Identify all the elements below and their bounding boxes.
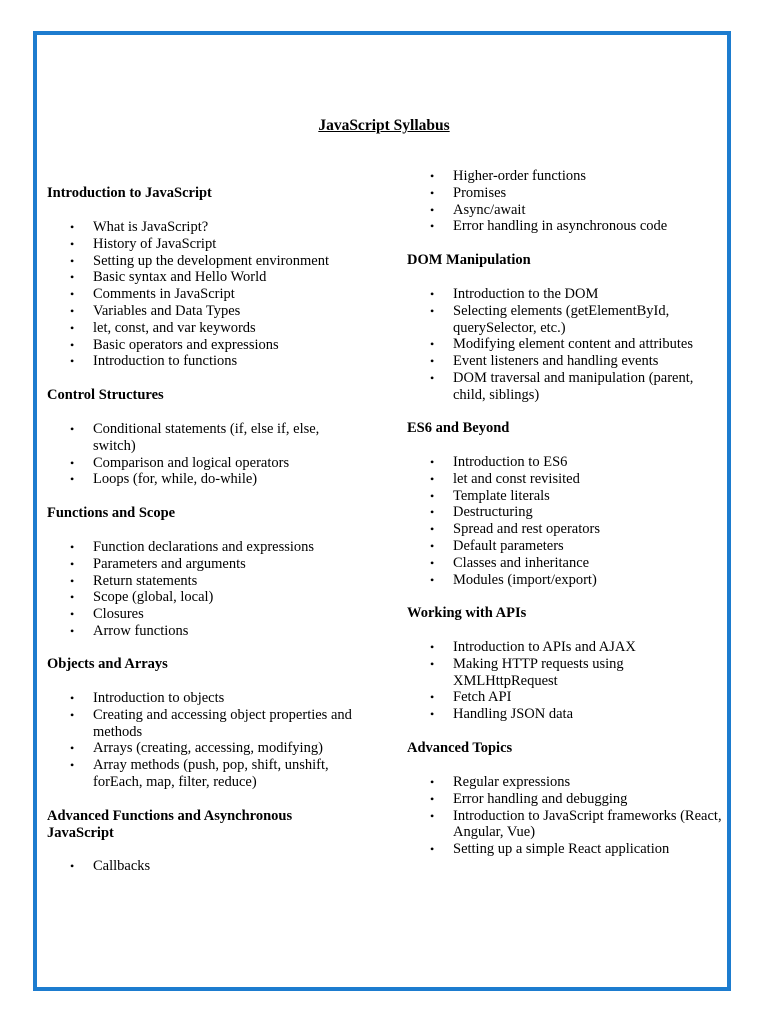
- list-item: • What is JavaScript?: [47, 219, 367, 236]
- list-item: • Template literals: [407, 488, 727, 505]
- list-item: • Introduction to the DOM: [407, 286, 727, 303]
- list-item: • Array methods (push, pop, shift, unshift, forEach, map, filter, reduce): [47, 757, 357, 791]
- section-heading-apis: Working with APIs: [407, 605, 527, 621]
- list-item: • Scope (global, local): [47, 589, 367, 606]
- section-heading-objects: Objects and Arrays: [47, 656, 168, 672]
- list-item: • Default parameters: [407, 538, 727, 555]
- list-item: • Fetch API: [407, 689, 697, 706]
- list-item: • Loops (for, while, do-while): [47, 471, 347, 488]
- section-heading-async: Advanced Functions and Asynchronous JavaScript: [47, 808, 293, 841]
- list-functions: [47, 539, 367, 640]
- list-item: • Arrays (creating, accessing, modifying): [47, 740, 357, 757]
- list-apis: [407, 639, 697, 723]
- list-item: • Parameters and arguments: [47, 556, 367, 573]
- page-title: JavaScript Syllabus: [318, 117, 450, 134]
- list-item: • Promises: [407, 185, 727, 202]
- list-item: • Modifying element content and attributes: [407, 336, 727, 353]
- list-item: • Introduction to ES6: [407, 454, 727, 471]
- list-item: • Introduction to functions: [47, 353, 367, 370]
- list-item: • Variables and Data Types: [47, 303, 367, 320]
- list-async: [47, 858, 367, 875]
- list-item: • Return statements: [47, 573, 367, 590]
- list-dom: [407, 286, 727, 404]
- list-item: • Higher-order functions: [407, 168, 727, 185]
- list-objects: [47, 690, 357, 791]
- list-item: • Destructuring: [407, 504, 727, 521]
- section-heading-control: Control Structures: [47, 387, 164, 403]
- list-intro: [47, 219, 367, 370]
- list-item: • Making HTTP requests using XMLHttpRequest: [407, 656, 697, 690]
- list-item: • let, const, and var keywords: [47, 320, 367, 337]
- list-item: • Selecting elements (getElementById, querySelector, etc.): [407, 303, 727, 337]
- list-item: • Handling JSON data: [407, 706, 697, 723]
- list-item: • Callbacks: [47, 858, 367, 875]
- list-item: • Regular expressions: [407, 774, 727, 791]
- list-item: • Setting up the development environment: [47, 253, 367, 270]
- list-item: • Classes and inheritance: [407, 555, 727, 572]
- section-heading-intro: Introduction to JavaScript: [47, 185, 212, 201]
- list-item: • Spread and rest operators: [407, 521, 727, 538]
- list-item: • Error handling in asynchronous code: [407, 218, 727, 235]
- list-item: • Introduction to objects: [47, 690, 357, 707]
- section-heading-functions: Functions and Scope: [47, 505, 176, 521]
- section-heading-advanced: Advanced Topics: [407, 740, 513, 756]
- list-item: • Creating and accessing object properties and methods: [47, 707, 357, 741]
- list-advanced: [407, 774, 727, 858]
- list-item: • Event listeners and handling events: [407, 353, 727, 370]
- list-item: • let and const revisited: [407, 471, 727, 488]
- list-item: • Async/await: [407, 202, 727, 219]
- list-item: • Closures: [47, 606, 367, 623]
- list-item: • Comments in JavaScript: [47, 286, 367, 303]
- list-item: • Function declarations and expressions: [47, 539, 367, 556]
- list-item: • Introduction to APIs and AJAX: [407, 639, 697, 656]
- list-item: • Basic operators and expressions: [47, 337, 367, 354]
- list-es6: [407, 454, 727, 588]
- section-heading-es6: ES6 and Beyond: [407, 420, 510, 436]
- list-control: [47, 421, 347, 488]
- list-item: • Error handling and debugging: [407, 791, 727, 808]
- list-item: • Introduction to JavaScript frameworks (React, Angular, Vue): [407, 808, 727, 842]
- list-item: • History of JavaScript: [47, 236, 367, 253]
- list-item: • Comparison and logical operators: [47, 455, 347, 472]
- list-item: • Conditional statements (if, else if, else, switch): [47, 421, 347, 455]
- list-item: • DOM traversal and manipulation (parent, child, siblings): [407, 370, 727, 404]
- list-item: • Arrow functions: [47, 623, 367, 640]
- list-async-continued: [407, 168, 727, 235]
- list-item: • Basic syntax and Hello World: [47, 269, 367, 286]
- list-item: • Setting up a simple React application: [407, 841, 727, 858]
- list-item: • Modules (import/export): [407, 572, 727, 589]
- section-heading-dom: DOM Manipulation: [407, 252, 531, 268]
